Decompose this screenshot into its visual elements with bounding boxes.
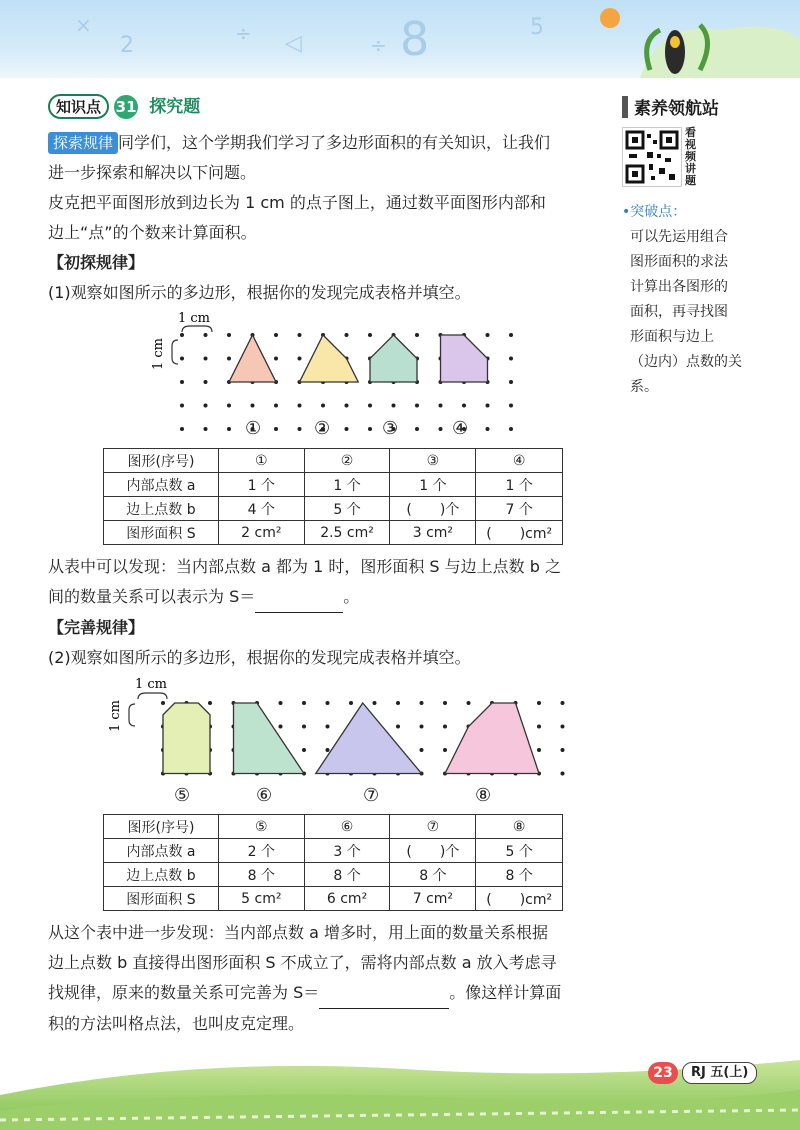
topic-header <box>48 92 200 119</box>
table-1-cell: 4 个 <box>218 497 304 521</box>
grid-dot <box>302 748 306 752</box>
grid-dot <box>439 427 443 431</box>
table-1-row <box>104 449 563 473</box>
table-1-cell: 内部点数 a <box>104 473 219 497</box>
grid-dot <box>420 701 424 705</box>
qr-caption-char: 频 <box>685 150 696 163</box>
grid-dot <box>227 404 231 408</box>
grid-dot <box>298 427 302 431</box>
conclusion-1-line-2: 间的数量关系可以表示为 S＝ <box>48 587 256 606</box>
table-2-cell: 5 个 <box>476 839 563 863</box>
topic-number: 31 <box>114 95 138 119</box>
svg-text:◁: ◁ <box>285 31 302 56</box>
section-complete: 【完善规律】 <box>48 618 145 637</box>
grid-dot <box>509 333 513 337</box>
scale-brace-h-2 <box>138 693 167 699</box>
breakthrough-line: 计算出各图形的 <box>630 279 728 295</box>
grid-dot <box>349 701 353 705</box>
grid-dot <box>321 404 325 408</box>
grid-dot <box>161 701 165 705</box>
grid-dot <box>298 333 302 337</box>
breakthrough-line: 图形面积的求法 <box>630 254 728 270</box>
grid-dot <box>443 748 447 752</box>
table-1-cell[interactable]: ( )个 <box>390 497 476 521</box>
grid-dot <box>274 357 278 361</box>
table-2-row <box>104 815 563 839</box>
grid-dot <box>251 404 255 408</box>
label-7: ⑦ <box>363 785 380 806</box>
grid-dot <box>486 404 490 408</box>
table-1-row <box>104 473 563 497</box>
svg-text:5: 5 <box>530 15 544 40</box>
polygon-5 <box>163 703 210 774</box>
grid-dot <box>467 701 471 705</box>
intro-paragraph <box>48 128 618 308</box>
conclusion-2-line-3-end: 。像这样计算面 <box>449 983 562 1002</box>
grid-dot <box>443 701 447 705</box>
table-1-cell: 1 个 <box>218 473 304 497</box>
grid-dot <box>227 427 231 431</box>
grid-dot <box>204 357 208 361</box>
figure-1 <box>150 308 530 438</box>
table-2-cell: 2 个 <box>218 839 304 863</box>
polygon-4 <box>441 335 488 382</box>
sidebar-title: 素养领航站 <box>634 99 719 119</box>
grid-dot <box>420 748 424 752</box>
table-1-cell: 1 个 <box>304 473 390 497</box>
breakthrough-line: 可以先运用组合 <box>630 229 728 245</box>
grid-dot <box>345 333 349 337</box>
conclusion-2-line-2: 边上点数 b 直接得出图形面积 S 不成立了，需将内部点数 a 放入考虑寻 <box>48 953 557 972</box>
table-2-cell: 8 个 <box>476 863 563 887</box>
table-1-cell: 图形(序号) <box>104 449 219 473</box>
grid-dot <box>537 748 541 752</box>
table-2-cell[interactable]: ( )个 <box>390 839 476 863</box>
grid-dot <box>298 357 302 361</box>
table-2-cell: 7 cm² <box>390 887 476 911</box>
qr-caption-char: 讲 <box>685 162 696 175</box>
grid-dot <box>180 333 184 337</box>
polygon-7 <box>316 703 422 774</box>
label-1: ① <box>245 418 262 439</box>
topic-label: 知识点 <box>48 94 109 119</box>
grid-dot <box>415 333 419 337</box>
conclusion-1-end: 。 <box>343 587 360 606</box>
grid-dot <box>180 380 184 384</box>
answer-blank-1[interactable] <box>255 582 343 613</box>
table-2-cell: 6 cm² <box>304 887 390 911</box>
grid-dot <box>486 427 490 431</box>
grid-dot <box>509 380 513 384</box>
grid-dot <box>302 725 306 729</box>
scale-label-v: 1 cm <box>151 337 166 370</box>
conclusion-1-line-1: 从表中可以发现：当内部点数 a 都为 1 时，图形面积 S 与边上点数 b 之 <box>48 557 561 576</box>
svg-text:×: × <box>75 13 92 37</box>
grid-dot <box>204 404 208 408</box>
breakthrough-title: •突破点： <box>622 204 687 220</box>
conclusion-2 <box>48 918 628 1039</box>
grid-dot <box>561 772 565 776</box>
table-2-cell: 3 个 <box>304 839 390 863</box>
page-number: 23 <box>648 1062 678 1084</box>
grid-dot <box>298 404 302 408</box>
grid-dot <box>561 701 565 705</box>
intro-line-1: 同学们，这个学期我们学习了多边形面积的有关知识，让我们 <box>118 133 551 152</box>
breakthrough-line: 系。 <box>630 379 658 395</box>
qr-caption-char: 看 <box>685 126 696 139</box>
table-2-cell: ⑤ <box>218 815 304 839</box>
polygon-6 <box>234 703 305 774</box>
table-1-cell: ④ <box>476 449 563 473</box>
intro-line-4: 边上“点”的个数来计算面积。 <box>48 223 257 242</box>
table-2-cell: 5 cm² <box>218 887 304 911</box>
grid-dot <box>509 357 513 361</box>
grid-dot <box>274 427 278 431</box>
section-initial: 【初探规律】 <box>48 253 145 272</box>
table-2-row <box>104 863 563 887</box>
table-1-cell: ③ <box>390 449 476 473</box>
grid-dot <box>274 333 278 337</box>
grid-dot <box>204 380 208 384</box>
grid-dot <box>326 701 330 705</box>
scale-label-h-2: 1 cm <box>135 677 168 692</box>
table-1-cell: 图形面积 S <box>104 521 219 545</box>
table-2-row <box>104 887 563 911</box>
top-banner <box>0 0 800 78</box>
table-2-cell: 8 个 <box>304 863 390 887</box>
scale-brace-v-2 <box>129 704 135 726</box>
grid-dot <box>180 427 184 431</box>
table-2-cell: ⑥ <box>304 815 390 839</box>
answer-blank-2[interactable] <box>319 978 449 1009</box>
conclusion-2-line-1: 从这个表中进一步发现：当内部点数 a 增多时，用上面的数量关系根据 <box>48 923 548 942</box>
lighthouse-icon <box>622 96 628 118</box>
table-2-cell: ⑦ <box>390 815 476 839</box>
grid-dot <box>204 427 208 431</box>
explore-badge: 探索规律 <box>48 132 118 154</box>
edition-label: RJ 五(上) <box>682 1062 757 1084</box>
table-2-cell: 边上点数 b <box>104 863 219 887</box>
grid-dot <box>227 333 231 337</box>
breakthrough-line: （边内）点数的关 <box>630 354 742 370</box>
table-1-cell: 7 个 <box>476 497 563 521</box>
grid-dot <box>420 725 424 729</box>
qr-caption <box>685 127 696 187</box>
label-4: ④ <box>452 418 469 439</box>
grid-dot <box>415 427 419 431</box>
conclusion-2-line-3: 找规律，原来的数量关系可完善为 S＝ <box>48 983 320 1002</box>
grid-dot <box>326 748 330 752</box>
table-2-cell: 8 个 <box>390 863 476 887</box>
qr-code-icon[interactable] <box>622 127 682 187</box>
table-1-cell: 1 个 <box>390 473 476 497</box>
grid-dot <box>204 333 208 337</box>
table-1-cell: 2 cm² <box>218 521 304 545</box>
grid-dot <box>443 725 447 729</box>
table-1-cell: 2.5 cm² <box>304 521 390 545</box>
figure-2 <box>105 672 565 782</box>
qr-caption-char: 题 <box>685 174 696 187</box>
scale-label-v-2: 1 cm <box>108 699 123 732</box>
table-2-cell: 图形(序号) <box>104 815 219 839</box>
svg-text:2: 2 <box>120 33 134 58</box>
grid-dot <box>227 357 231 361</box>
table-1-cell: 3 cm² <box>390 521 476 545</box>
topic-title: 探究题 <box>149 97 201 117</box>
grid-dot <box>208 701 212 705</box>
grid-dot <box>368 333 372 337</box>
question-1: (1)观察如图所示的多边形，根据你的发现完成表格并填空。 <box>48 283 471 302</box>
grid-dot <box>302 701 306 705</box>
label-3: ③ <box>382 418 399 439</box>
question-2: (2)观察如图所示的多边形，根据你的发现完成表格并填空。 <box>48 648 471 667</box>
label-2: ② <box>314 418 331 439</box>
grid-dot <box>345 404 349 408</box>
grid-dot <box>180 357 184 361</box>
grid-dot <box>392 404 396 408</box>
grid-dot <box>373 701 377 705</box>
table-2-cell: 图形面积 S <box>104 887 219 911</box>
table-2-row <box>104 839 563 863</box>
polygon-1 <box>229 335 276 382</box>
grid-dot <box>396 725 400 729</box>
grid-dot <box>415 404 419 408</box>
grid-dot <box>180 404 184 408</box>
table-1-cell: 边上点数 b <box>104 497 219 521</box>
grid-dot <box>279 701 283 705</box>
label-5: ⑤ <box>174 785 191 806</box>
label-6: ⑥ <box>256 785 273 806</box>
svg-text:÷: ÷ <box>370 33 387 57</box>
grid-dot <box>396 701 400 705</box>
page-footer <box>648 1062 757 1084</box>
sidebar <box>622 94 782 400</box>
conclusion-1 <box>48 552 628 673</box>
table-2-cell: 内部点数 a <box>104 839 219 863</box>
grid-dot <box>509 404 513 408</box>
table-1-cell: ① <box>218 449 304 473</box>
scale-brace-h <box>182 326 212 332</box>
grid-dot <box>279 725 283 729</box>
svg-text:÷: ÷ <box>235 21 252 45</box>
grid-dot <box>368 404 372 408</box>
conclusion-2-line-4: 积的方法叫格点法，也叫皮克定理。 <box>48 1014 305 1033</box>
grid-dot <box>439 404 443 408</box>
grid-dot <box>326 725 330 729</box>
banner-decoration <box>0 0 800 78</box>
breakthrough-line: 面积，再寻找图 <box>630 304 728 320</box>
table-1 <box>103 448 563 545</box>
table-1-row <box>104 521 563 545</box>
grid-dot <box>345 427 349 431</box>
label-8: ⑧ <box>475 785 492 806</box>
grid-dot <box>509 427 513 431</box>
polygon-2 <box>300 335 359 382</box>
table-1-cell: 1 个 <box>476 473 563 497</box>
table-2 <box>103 814 563 911</box>
grid-dot <box>537 725 541 729</box>
scale-label-h: 1 cm <box>178 311 211 326</box>
polygon-8 <box>445 703 539 774</box>
table-2-cell: 8 个 <box>218 863 304 887</box>
breakthrough-text <box>622 225 782 400</box>
polygon-3 <box>370 335 417 382</box>
grid-dot <box>486 333 490 337</box>
scale-brace-v <box>172 340 178 364</box>
intro-line-3: 皮克把平面图形放到边长为 1 cm 的点子图上，通过数平面图形内部和 <box>48 193 546 212</box>
grid-dot <box>561 748 565 752</box>
svg-text:8: 8 <box>400 12 430 66</box>
grid-dot <box>462 404 466 408</box>
grid-dot <box>537 701 541 705</box>
table-2-cell[interactable]: ( )cm² <box>476 887 563 911</box>
grid-dot <box>561 725 565 729</box>
breakthrough-line: 形面积与边上 <box>630 329 714 345</box>
qr-caption-char: 视 <box>685 138 696 151</box>
table-2-cell: ⑧ <box>476 815 563 839</box>
table-1-row <box>104 497 563 521</box>
table-1-cell: ② <box>304 449 390 473</box>
breakthrough-title-text: 突破点： <box>630 204 687 220</box>
intro-line-2: 进一步探索和解决以下问题。 <box>48 163 257 182</box>
grid-dot <box>274 404 278 408</box>
table-1-cell[interactable]: ( )cm² <box>476 521 563 545</box>
grid-dot <box>368 427 372 431</box>
table-1-cell: 5 个 <box>304 497 390 521</box>
